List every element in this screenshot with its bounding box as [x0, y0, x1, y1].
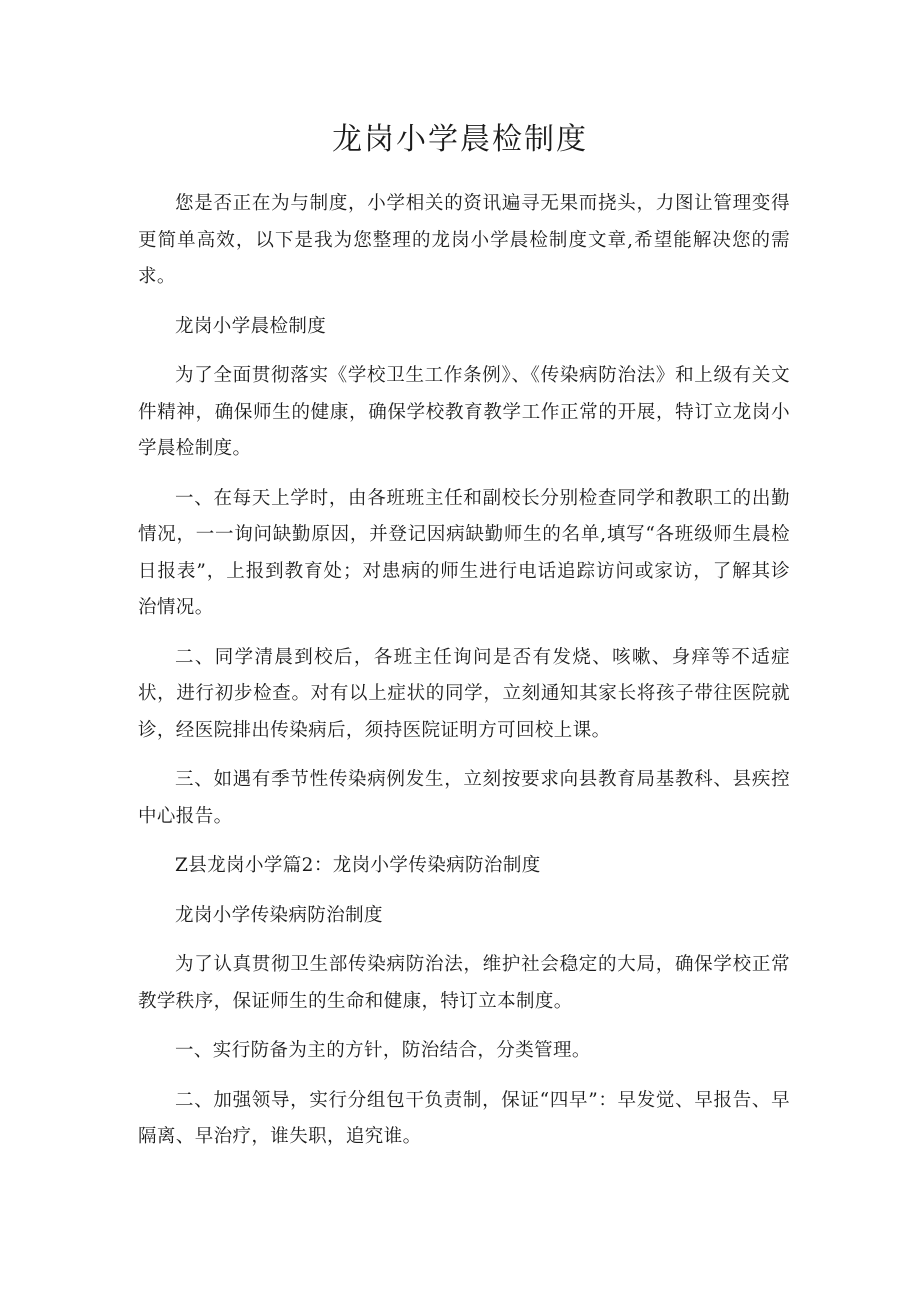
- paragraph-disease-rule-2: 二、加强领导，实行分组包干负责制，保证“四早”：早发觉、早报告、早隔离、早治疗，谁失职，追究谁。: [138, 1089, 790, 1147]
- section-heading-disease-control: 龙岗小学传染病防治制度: [175, 904, 383, 926]
- paragraph-disease-rule-1: 一、实行防备为主的方针，防治结合，分类管理。: [175, 1040, 591, 1061]
- document-body: [138, 186, 790, 1169]
- paragraph-intro: 您是否正在为与制度，小学相关的资讯遍寻无果而挠头，力图让管理变得更简单高效，以下是我为您整理的龙岗小学晨检制度文章,希望能解决您的需求。: [138, 193, 790, 287]
- paragraph-rule-3: 三、如遇有季节性传染病例发生，立刻按要求向县教育局基教科、县疾控中心报告。: [138, 769, 790, 827]
- paragraph-purpose: 为了全面贯彻落实《学校卫生工作条例》、《传染病防治法》和上级有关文件精神，确保师生的健康，确保学校教育教学工作正常的开展，特订立龙岗小学晨检制度。: [138, 365, 790, 459]
- section-heading-morning-check: 龙岗小学晨检制度: [175, 315, 327, 337]
- paragraph-disease-purpose: 为了认真贯彻卫生部传染病防治法，维护社会稳定的大局，确保学校正常教学秩序，保证师生的生命和健康，特订立本制度。: [138, 954, 790, 1012]
- document-title: 龙岗小学晨检制度: [332, 122, 588, 157]
- paragraph-rule-2: 二、同学清晨到校后，各班主任询问是否有发烧、咳嗽、身痒等不适症状，进行初步检查。对有以上症状的同学，立刻通知其家长将孩子带往医院就诊，经医院排出传染病后，须持医院证明方可回校上课。: [138, 646, 790, 741]
- paragraph-rule-1: 一、在每天上学时，由各班班主任和副校长分别检查同学和教职工的出勤情况，一一询问缺勤原因，并登记因病缺勤师生的名单,填写“各班级师生晨检日报表”，上报到教育处；对患病的师生进行电话追踪访问或家访，了解其诊治情况。: [138, 487, 790, 618]
- section-heading-part-2: Z县龙岗小学篇2：龙岗小学传染病防治制度: [175, 855, 541, 876]
